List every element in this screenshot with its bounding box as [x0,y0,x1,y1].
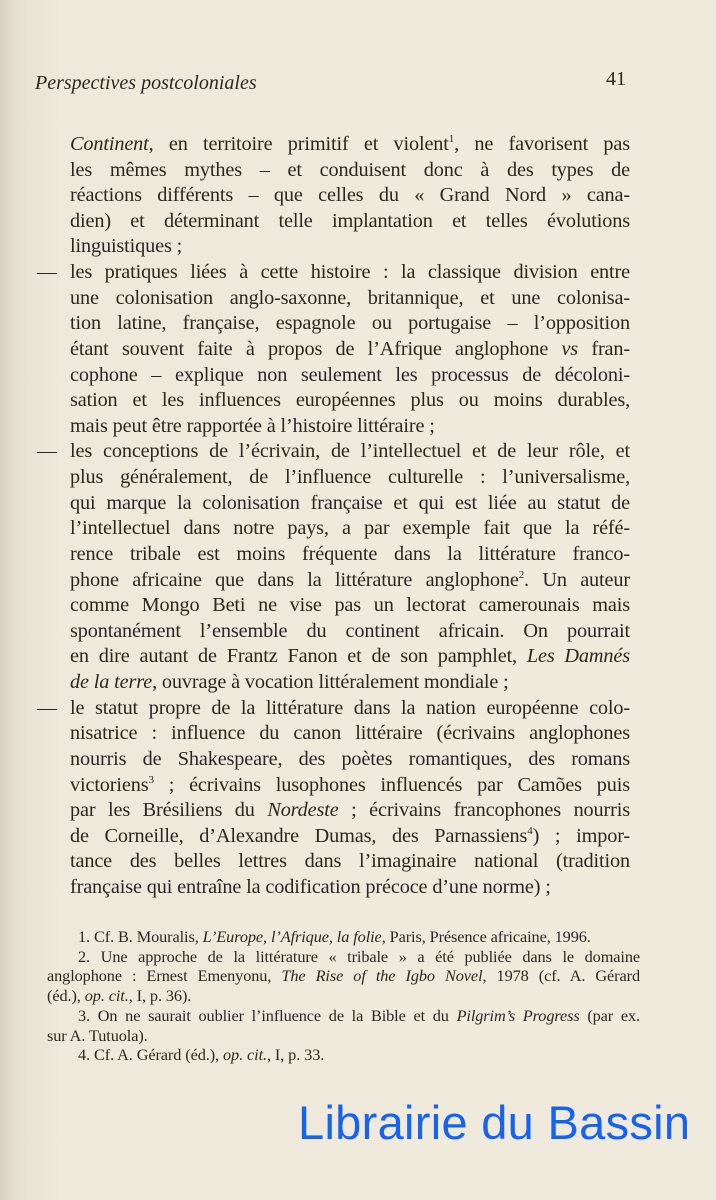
text-line [70,363,630,387]
text-line [70,234,630,258]
list-dash: — [37,261,57,284]
text-segment: , ne favorisent pas [454,133,630,155]
text-segment: l’intellectuel dans notre pays, a par exemple fait que la réfé- [70,517,630,540]
text-line [70,798,630,822]
text-segment: 2. Une approche de la littérature « tribale » a été publiée dans le domaine [78,946,640,966]
text-line [70,696,630,720]
text-segment: 4. Cf. A. Gérard (éd.), [78,1045,223,1065]
text-segment: comme Mongo Beti ne vise pas un lectorat camerounais mais [70,594,630,617]
text-segment: le statut propre de la littérature dans la nation européenne colo- [70,696,630,719]
text-segment: , ouvrage à vocation littéralement mondiale ; [152,671,509,694]
footnote-ref: 3 [148,773,154,786]
text-segment: de Corneille, d’Alexandre Dumas, des Parnassiens [70,824,528,847]
text-line [70,542,630,566]
text-segment: , I, p. 36). [128,986,192,1006]
footnote-line [47,986,640,1005]
text-segment: , Paris, Présence africaine, 1996. [381,927,591,946]
text-line [70,132,630,156]
text-line [70,721,630,745]
text-segment: Continent [70,133,149,155]
watermark: Librairie du Bassin [298,1096,691,1149]
footnote-line [78,947,640,966]
text-segment: de la terre [70,671,153,694]
text-segment: linguistiques ; [70,235,183,258]
footnote-line [78,927,640,946]
text-segment: (par ex. [579,1005,641,1025]
text-segment: op. cit. [84,986,129,1006]
footnote-line [78,1045,640,1064]
text-segment: fran- [578,337,630,360]
text-segment: une colonisation anglo-saxonne, britannique, et une colonisa- [70,286,630,309]
page-number: 41 [606,68,626,90]
text-segment: op. cit. [223,1045,267,1065]
text-line [70,593,630,617]
text-segment: . Un auteur [524,568,630,591]
text-segment: dien) et déterminant telle implantation et telles évolutions [70,209,630,232]
text-line [70,414,630,438]
footnote-ref: 1 [448,133,455,145]
footnote-ref: 2 [518,568,525,581]
text-segment: anglophone : Ernest Emenyonu, [47,966,282,986]
text-segment: , en territoire primitif et violent [148,133,449,155]
text-segment: , I, p. 33. [266,1045,325,1065]
text-line [70,286,630,310]
text-segment: sur A. Tutuola). [47,1025,148,1045]
text-segment: , 1978 (cf. A. Gérard [482,966,640,986]
text-line [70,670,630,694]
text-line [70,465,630,489]
text-line [70,183,630,207]
text-segment: vs [561,337,579,360]
text-segment: sation et les influences européennes plus ou moins durables, [70,389,630,412]
text-segment: victoriens [70,773,149,796]
text-segment: L’Europe, l’Afrique, la folie [202,927,382,946]
text-line [70,747,630,771]
text-line [70,311,630,335]
text-segment: 3. On ne saurait oublier l’influence de la Bible et du [78,1005,457,1025]
text-segment: 1. Cf. B. Mouralis, [78,927,203,946]
text-segment: qui marque la colonisation française et qui est liée au statut de [70,491,630,514]
text-segment: Les Damnés [526,645,630,668]
text-segment: phone africaine que dans la littérature anglophone [70,568,519,591]
text-line [70,260,630,284]
text-segment: ) ; impor- [532,824,630,847]
text-segment: les mêmes mythes – et conduisent donc à des types de [70,158,630,181]
text-segment: mais peut être rapportée à l’histoire littéraire ; [70,414,435,437]
text-line [70,439,630,463]
text-segment: ; écrivains francophones nourris [338,799,630,822]
text-segment: Nordeste [267,799,339,822]
footnote-ref: 4 [527,824,533,837]
text-line [70,849,630,873]
footnote-line [47,1026,640,1045]
text-segment: nourris de Shakespeare, des poètes romantiques, des romans [70,747,630,770]
text-segment: nisatrice : influence du canon littéraire (écrivains anglophones [70,722,630,745]
text-segment: par les Brésiliens du [70,799,268,822]
text-line [70,773,630,797]
text-segment: en dire autant de Frantz Fanon et de son pamphlet, [70,645,527,668]
text-line [70,337,630,361]
text-line [70,824,630,848]
text-line [70,388,630,412]
text-segment: rence tribale est moins fréquente dans la littérature franco- [70,542,630,565]
text-line [70,644,630,668]
text-segment: les pratiques liées à cette histoire : la classique division entre [70,261,630,284]
text-line [70,568,630,592]
text-segment: spontanément l’ensemble du continent africain. On pourrait [70,619,630,642]
list-dash: — [37,440,57,463]
footnote-line [47,966,640,985]
text-segment: étant souvent faite à propos de l’Afrique anglophone [70,337,562,360]
text-line [70,516,630,540]
text-line [70,875,630,899]
text-line [70,491,630,515]
list-dash: — [37,696,57,719]
text-segment: (éd.), [47,986,85,1006]
running-title: Perspectives postcoloniales [35,72,257,94]
text-line [70,619,630,643]
text-segment: cophone – explique non seulement les processus de décoloni- [70,363,630,386]
text-segment: plus généralement, de l’influence culturelle : l’universalisme, [70,466,630,489]
text-segment: française qui entraîne la codification précoce d’une norme) ; [70,875,551,898]
text-segment: ; écrivains lusophones influencés par Camões puis [153,773,630,796]
text-segment: Pilgrim’s Progress [456,1005,580,1025]
text-segment: les conceptions de l’écrivain, de l’intellectuel et de leur rôle, et [70,440,630,463]
text-line [70,209,630,233]
text-segment: tion latine, française, espagnole ou portugaise – l’opposition [70,312,630,335]
text-segment: tance des belles lettres dans l’imaginaire national (tradition [70,850,630,873]
text-segment: The Rise of the Igbo Novel [281,966,483,986]
footnote-line [78,1006,640,1025]
text-segment: réactions différents – que celles du « Grand Nord » cana- [70,184,630,207]
text-line [70,158,630,182]
